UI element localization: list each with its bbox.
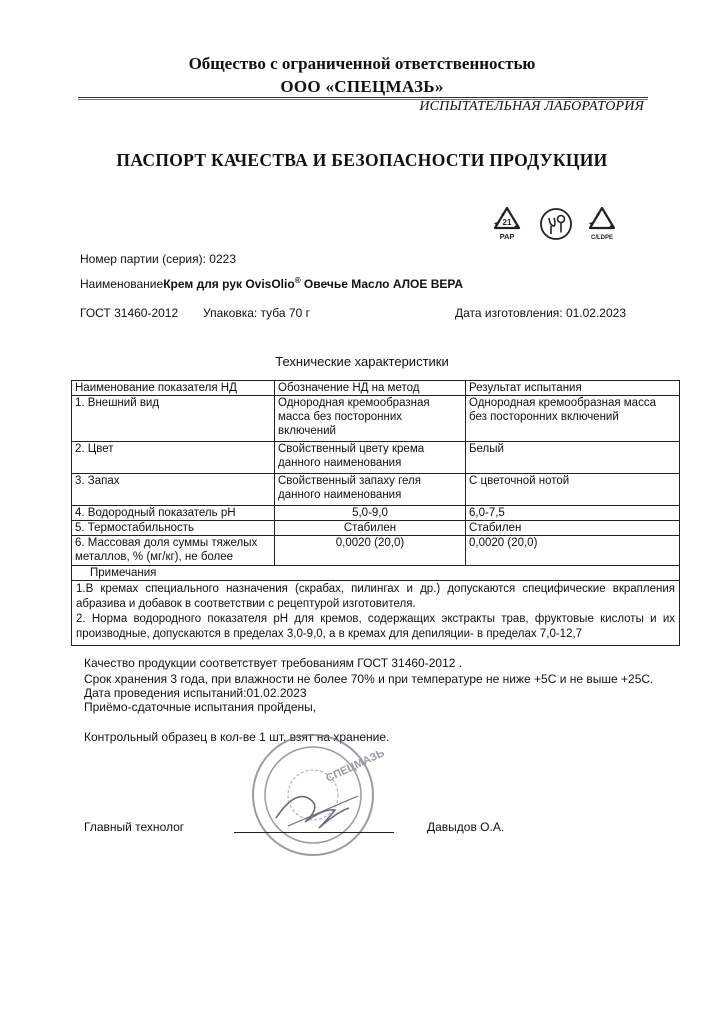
- row-result: 6,0-7,5: [466, 506, 680, 521]
- row-result: С цветочной нотой: [466, 474, 680, 506]
- table-row: [72, 474, 680, 506]
- compliance-statement: Качество продукции соответствует требованиям ГОСТ 31460-2012 .: [84, 656, 463, 670]
- manufacture-date: Дата изготовления: 01.02.2023: [455, 306, 626, 320]
- header-method: Обозначение НД на метод: [275, 381, 466, 396]
- note-2: 2. Норма водородного показателя pH для кремов, содержащих экстракты трав, фруктовые кислоты и их производные, допускаются в пределах 3,0-9,0, а в кремах для депиляции- в пределах 7,0-12,7: [76, 613, 675, 640]
- row-result: Однородная кремообразная масса без посторонних включений: [466, 396, 680, 442]
- note-1: 1.В кремах специального назначения (скрабах, пилингах и др.) допускаются специфические вкрапления абразива и добавок в соответствии с рецептурой изготовителя.: [76, 583, 675, 610]
- row-norm: Свойственный запаху геля данного наименования: [275, 474, 466, 506]
- header-divider: [78, 97, 648, 98]
- row-result: Стабилен: [466, 521, 680, 536]
- notes-header-row: [72, 566, 680, 581]
- row-indicator: 1. Внешний вид: [72, 396, 275, 442]
- company-legal-form: Общество с ограниченной ответственностью: [188, 54, 536, 73]
- packing-info: Упаковка: туба 70 г: [203, 306, 310, 320]
- registered-mark: ®: [294, 276, 301, 285]
- notes-title: Примечания: [72, 566, 680, 581]
- table-row: [72, 506, 680, 521]
- tech-specs-caption: Технические характеристики: [275, 354, 449, 369]
- table-row: [72, 521, 680, 536]
- test-date: Дата проведения испытаний:01.02.2023: [84, 686, 307, 700]
- signatory-name: Давыдов О.А.: [427, 820, 505, 834]
- ldpe-recycle-icon: [582, 204, 622, 244]
- row-indicator: 6. Массовая доля суммы тяжелых металлов, % (мг/кг), не более: [72, 536, 275, 566]
- product-name: Крем для рук OvisOlio: [163, 277, 295, 291]
- row-norm: Свойственный цвету крема данного наименования: [275, 442, 466, 474]
- row-norm: 0,0020 (20,0): [275, 536, 466, 566]
- row-indicator: 5. Термостабильность: [72, 521, 275, 536]
- signature-line: [234, 832, 394, 833]
- header-indicator: Наименование показателя НД: [72, 381, 275, 396]
- signatory-role: Главный технолог: [84, 820, 185, 834]
- product-line: [80, 276, 463, 291]
- product-label: Наименование: [80, 277, 164, 291]
- row-norm: Стабилен: [275, 521, 466, 536]
- row-result: Белый: [466, 442, 680, 474]
- row-norm: Однородная кремообразная масса без посторонних включений: [275, 396, 466, 442]
- gost-standard: ГОСТ 31460-2012: [80, 306, 179, 320]
- row-indicator: 2. Цвет: [72, 442, 275, 474]
- row-norm: 5,0-9,0: [275, 506, 466, 521]
- row-indicator: 3. Запах: [72, 474, 275, 506]
- acceptance-tests: Приёмо-сдаточные испытания пройдены,: [84, 700, 317, 714]
- product-name-rest: Овечье Масло АЛОЕ ВЕРА: [300, 277, 464, 291]
- storage-terms: Срок хранения 3 года, при влажности не более 70% и при температуре не ниже +5С и не выше +25С.: [84, 672, 654, 686]
- table-row: [72, 396, 680, 442]
- pap-label: PAP: [499, 232, 515, 241]
- control-sample: Контрольный образец в кол-ве 1 шт. взят на хранение.: [84, 730, 390, 744]
- lab-name: ИСПЫТАТЕЛЬНАЯ ЛАБОРАТОРИЯ: [419, 99, 644, 114]
- signature-scribble: [276, 797, 349, 828]
- company-name: ООО «СПЕЦМАЗЬ»: [280, 77, 444, 96]
- notes-row: [72, 581, 680, 646]
- table-row: [72, 442, 680, 474]
- stamp-text: СПЕЦМАЗЬ: [324, 747, 387, 785]
- row-indicator: 4. Водородный показатель pH: [72, 506, 275, 521]
- pap-code: 21: [502, 218, 512, 227]
- company-stamp: [248, 730, 387, 860]
- table-row: [72, 536, 680, 566]
- header-result: Результат испытания: [466, 381, 680, 396]
- notes-body: [72, 581, 680, 646]
- food-safe-icon: [536, 204, 576, 244]
- batch-number: Номер партии (серия): 0223: [80, 252, 236, 266]
- document-title: ПАСПОРТ КАЧЕСТВА И БЕЗОПАСНОСТИ ПРОДУКЦИИ: [116, 150, 608, 170]
- table-header-row: [72, 381, 680, 396]
- row-result: 0,0020 (20,0): [466, 536, 680, 566]
- pap-recycle-icon: [487, 204, 527, 244]
- spec-table: [71, 380, 680, 646]
- ldpe-label: C/LDPE: [590, 235, 614, 241]
